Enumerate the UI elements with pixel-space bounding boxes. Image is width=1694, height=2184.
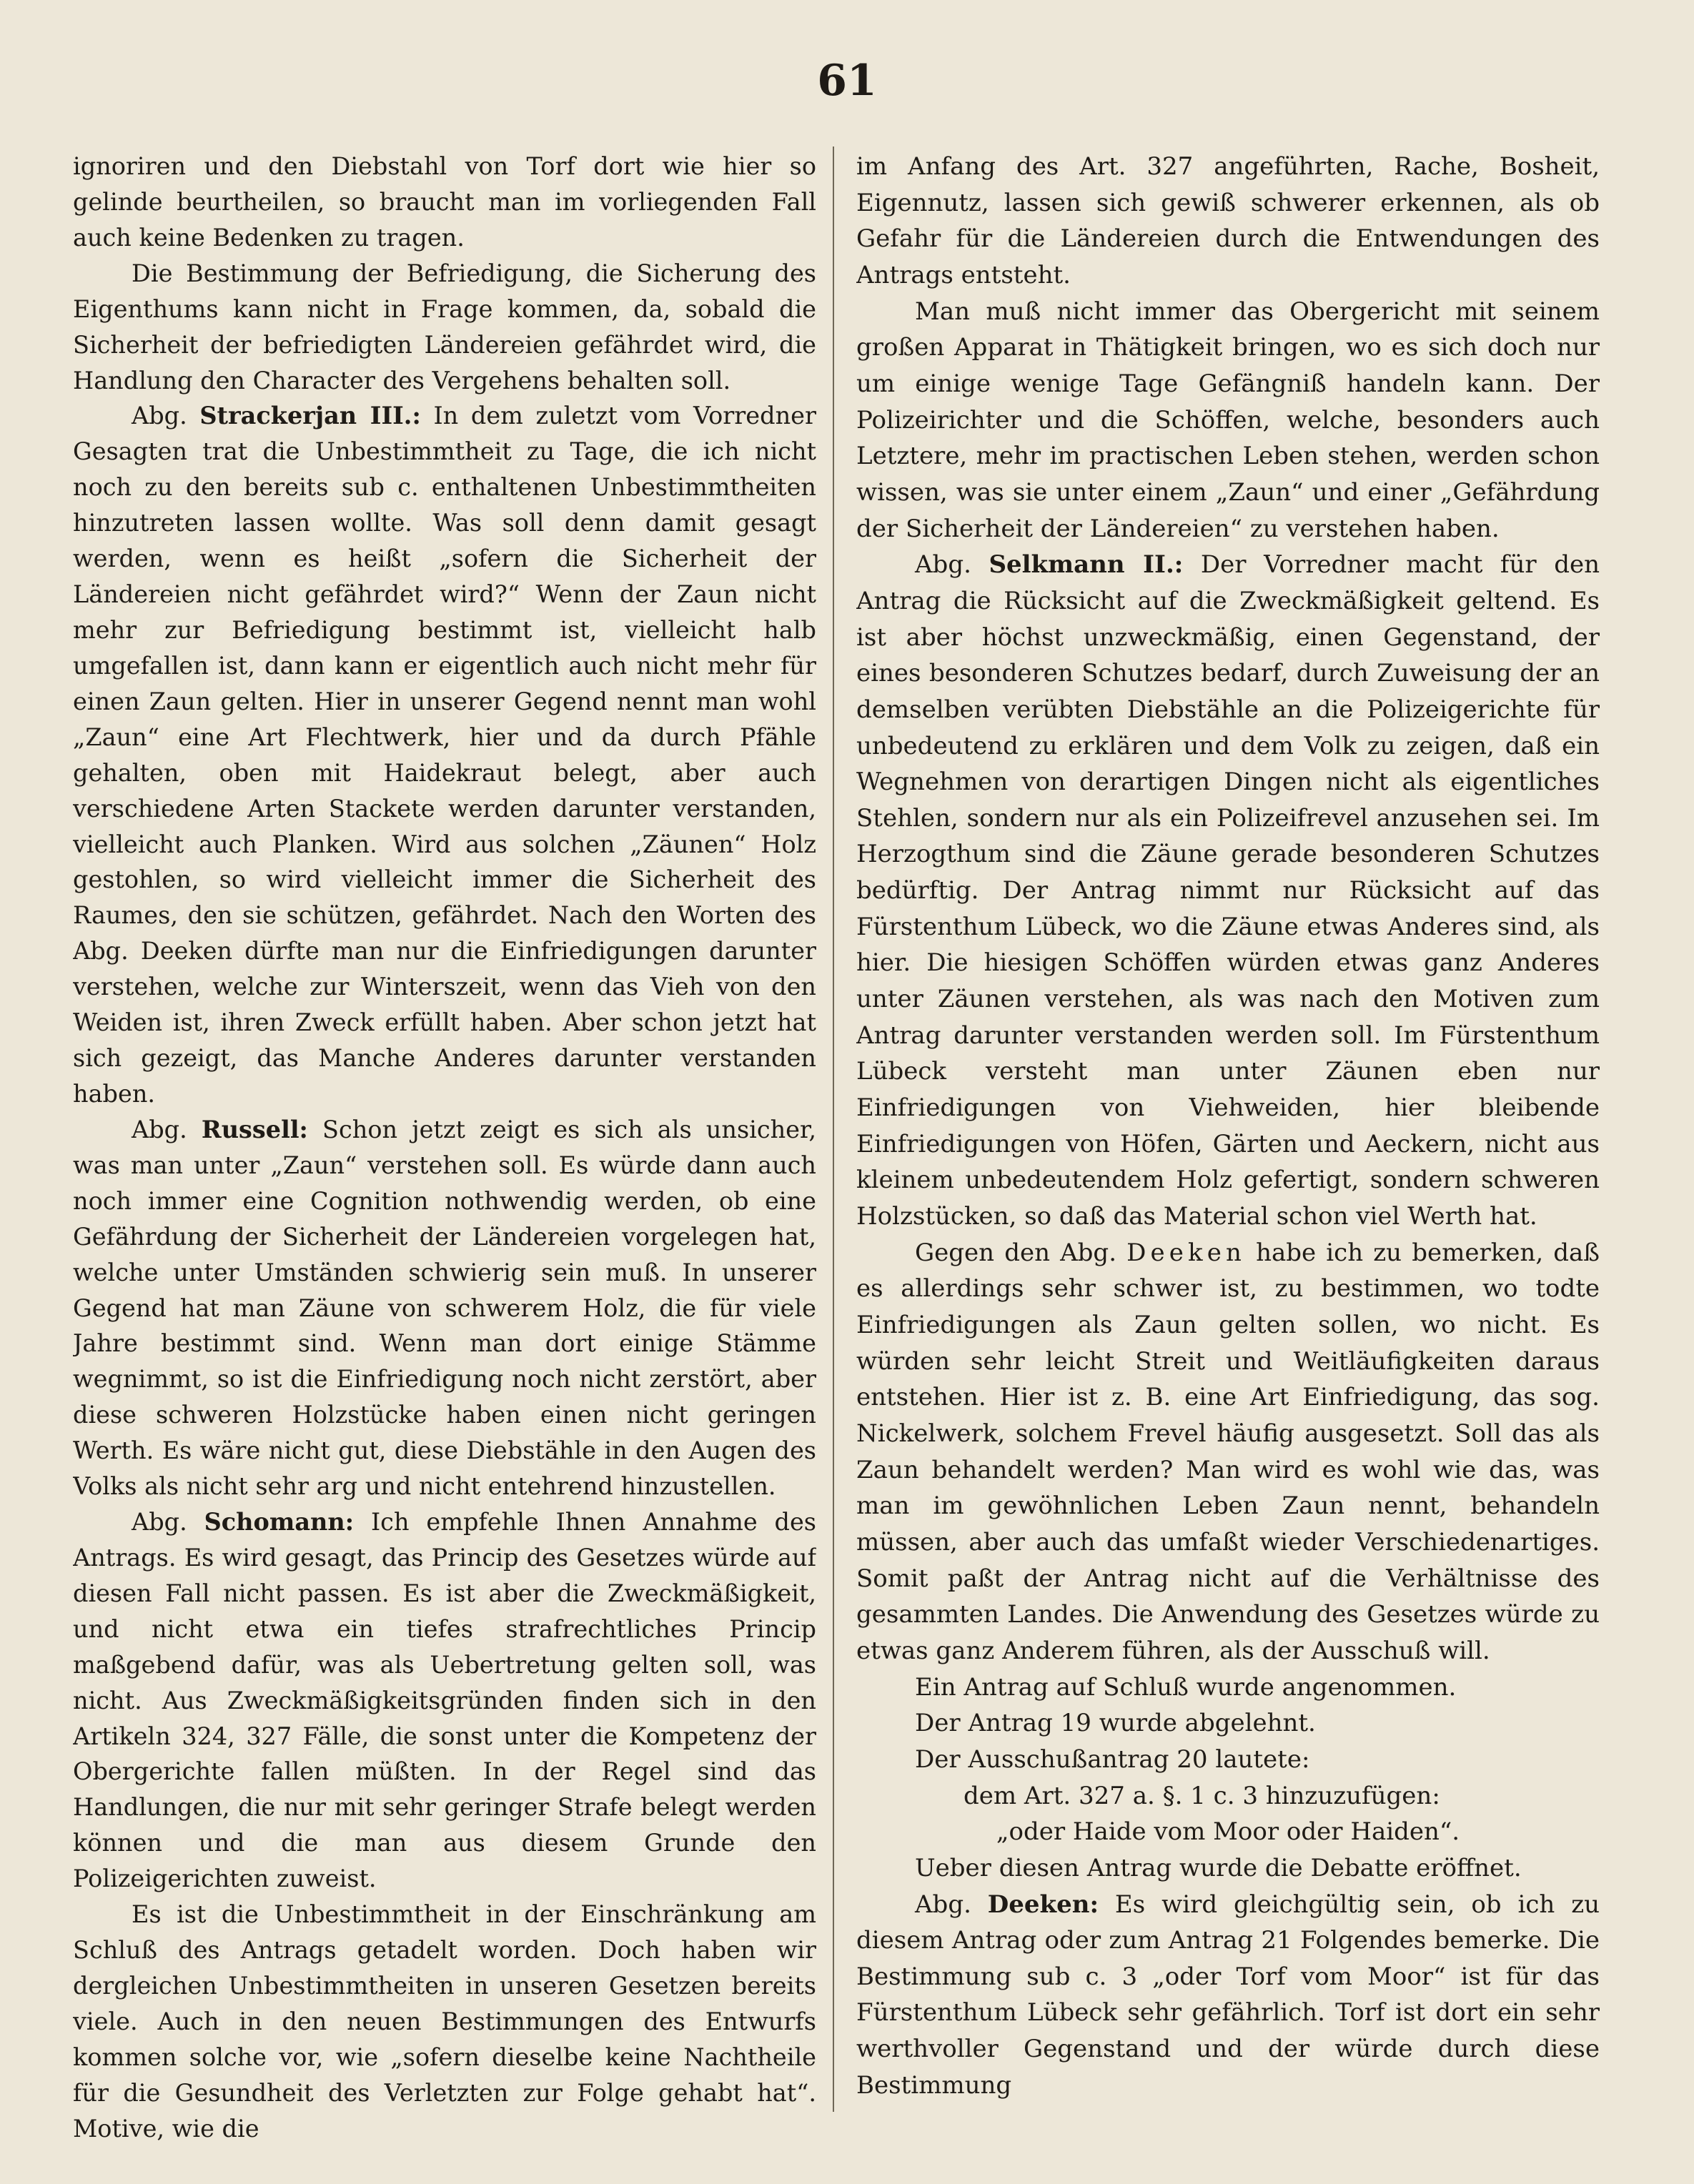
referenced-name: Deeken <box>1126 1238 1246 1267</box>
speech-prefix: Abg. <box>915 1890 971 1919</box>
speech-text: Es wird gleichgültig sein, ob ich zu diesem Antrag oder zum Antrag 21 Folgendes bemerke. Die Bestimmung sub c. 3 „oder Torf vom Moor“ ist für das Fürstenthum Lübeck sehr gefährlich. Torf ist dort ein sehr werthvoller Gegenstand und der würde durch diese Bestimmung <box>856 1890 1600 2100</box>
speech-text: In dem zuletzt vom Vorredner Gesagten trat die Unbestimmtheit zu Tage, die ich nicht noch zu den bereits sub c. enthaltenen Unbestimmtheiten hinzutreten lassen wollte. Was soll denn damit gesagt werden, wenn es heißt „sofern die Sicherheit der Ländereien nicht gefährdet wird?“ Wenn der Zaun nicht mehr zur Befriedigung bestimmt ist, vielleicht halb umgefallen ist, dann kann er eigentlich auch nicht mehr für einen Zaun gelten. Hier in unserer Gegend nennt man wohl „Zaun“ eine Art Flechtwerk, hier und da durch Pfähle gehalten, oben mit Haidekraut belegt, aber auch verschiedene Arten Stackete werden darunter verstanden, vielleicht auch Planken. Wird aus solchen „Zäunen“ Holz gestohlen, so wird vielleicht immer die Sicherheit des Raumes, den sie schützen, gefährdet. Nach den Worten des Abg. Deeken dürfte man nur die Einfriedigungen darunter verstehen, welche zur Winterszeit, wenn das Vieh von den Weiden ist, ihren Zweck erfüllt haben. Aber schon jetzt hat sich gezeigt, das Manche Anderes darunter verstanden haben. <box>73 402 816 1108</box>
right-column <box>856 149 1600 2150</box>
speaker-name: Schomann: <box>204 1508 355 1537</box>
speech-text: Schon jetzt zeigt es sich als unsicher, was man unter „Zaun“ verstehen soll. Es würde dann auch noch immer eine Cognition nothwendig werden, ob eine Gefährdung der Sicherheit der Ländereien vorgelegen hat, welche unter Umständen schwierig sein muß. In unserer Gegend hat man Zäune von schwerem Holz, die für viele Jahre bestimmt sind. Wenn man dort einige Stämme wegnimmt, so ist die Einfriedigung noch nicht zerstört, aber diese schweren Holzstücke haben einen nicht geringen Werth. Es wäre nicht gut, diese Diebstähle in den Augen des Volks als nicht sehr arg und nicht entehrend hinzustellen. <box>73 1115 816 1501</box>
speech-prefix: Abg. <box>132 1115 187 1143</box>
speech-paragraph <box>73 1112 816 1504</box>
speaker-name: Strackerjan III.: <box>199 402 421 430</box>
page-number: 61 <box>817 56 877 106</box>
quoted-line: „oder Haide vom Moor oder Haiden“. <box>996 1817 1460 1847</box>
paragraph <box>856 1235 1600 1669</box>
column-divider <box>833 147 834 2112</box>
paragraph-text: habe ich zu bemerken, daß es allerdings sehr schwer ist, zu bestimmen, wo todte Einfriedigungen als Zaun gelten sollen, wo nicht. Es würden sehr leicht Streit und Weitläufigkeiten daraus entstehen. Hier ist z. B. eine Art Einfriedigung, das sog. Nickelwerk, solchem Frevel häufig ausgesetzt. Soll das als Zaun behandelt werden? Man wird es wohl wie das, was man im gewöhnlichen Leben Zaun nennt, behandeln müssen, aber auch das umfaßt wieder Verschiedenartiges. Somit paßt der Antrag nicht auf die Verhältnisse des gesammten Landes. Die Anwendung des Gesetzes würde zu etwas ganz Anderem führen, als der Ausschuß will. <box>856 1238 1600 1665</box>
speech-prefix: Abg. <box>915 550 971 580</box>
left-column <box>73 149 816 2150</box>
paragraph-lead: Gegen den Abg. <box>915 1238 1116 1267</box>
paragraph: Ein Antrag auf Schluß wurde angenommen. <box>915 1672 1457 1702</box>
paragraph: ignoriren und den Diebstahl von Torf dort wie hier so gelinde beurtheilen, so braucht man im vorliegenden Fall auch keine Bedenken zu tragen. <box>73 152 816 252</box>
speech-paragraph <box>73 1504 816 1897</box>
speech-paragraph <box>856 547 1600 1234</box>
paragraph: Der Antrag 19 wurde abgelehnt. <box>915 1709 1316 1738</box>
speaker-name: Deeken: <box>987 1890 1099 1919</box>
speech-text: Der Vorredner macht für den Antrag die Rücksicht auf die Zweckmäßigkeit geltend. Es ist aber höchst unzweckmäßig, einen Gegenstand, der eines besonderen Schutzes bedarf, durch Zuweisung der an demselben verübten Diebstähle an die Polizeigerichte für unbedeutend zu erklären und dem Volk zu zeigen, daß ein Wegnehmen von derartigen Dingen nicht als eigentliches Stehlen, sondern nur als ein Polizeifrevel anzusehen sei. Im Herzogthum sind die Zäune gerade besonderen Schutzes bedürftig. Der Antrag nimmt nur Rücksicht auf das Fürstenthum Lübeck, wo die Zäune etwas Anderes sind, als hier. Die hiesigen Schöffen würden etwas ganz Anderes unter Zäunen verstehen, als was nach den Motiven zum Antrag darunter verstanden werden soll. Im Fürstenthum Lübeck versteht man unter Zäunen eben nur Einfriedigungen von Viehweiden, hier bleibende Einfriedigungen von Höfen, Gärten und Aeckern, nicht aus kleinem unbedeutendem Holz gefertigt, sondern schweren Holzstücken, so daß das Material schon viel Werth hat. <box>856 550 1600 1231</box>
speech-paragraph <box>856 1887 1600 2104</box>
paragraph: im Anfang des Art. 327 angeführten, Rache, Bosheit, Eigennutz, lassen sich gewiß schwerer erkennen, als ob Gefahr für die Ländereien durch die Entwendungen des Antrags entsteht. <box>856 152 1600 289</box>
quoted-line: dem Art. 327 a. §. 1 c. 3 hinzuzufügen: <box>964 1781 1440 1810</box>
speech-text: Ich empfehle Ihnen Annahme des Antrags. Es wird gesagt, das Princip des Gesetzes würde auf diesen Fall nicht passen. Es ist aber die Zweckmäßigkeit, und nicht etwa ein tiefes strafrechtliches Princip maßgebend dafür, was als Uebertretung gelten soll, was nicht. Aus Zweckmäßigkeitsgründen finden sich in den Artikeln 324, 327 Fälle, die sonst unter die Kompetenz der Obergerichte fallen müßten. In der Regel sind das Handlungen, die nur mit sehr geringer Strafe belegt werden können und die man aus diesem Grunde den Polizeigerichten zuweist. <box>73 1508 816 1893</box>
speech-paragraph <box>73 398 816 1111</box>
speaker-name: Russell: <box>201 1115 308 1143</box>
paragraph: Der Ausschußantrag 20 lautete: <box>915 1744 1310 1774</box>
paragraph: Die Bestimmung der Befriedigung, die Sicherung des Eigenthums kann nicht in Frage kommen, da, sobald die Sicherheit der befriedigten Ländereien gefährdet wird, die Handlung den Character des Vergehens behalten soll. <box>73 259 816 394</box>
paragraph: Man muß nicht immer das Obergericht mit seinem großen Apparat in Thätigkeit bringen, wo es sich doch nur um einige wenige Tage Gefängniß handeln kann. Der Polizeirichter und die Schöffen, welche, besonders auch Letztere, mehr im practischen Leben stehen, werden schon wissen, was sie unter einem „Zaun“ und einer „Gefährdung der Sicherheit der Ländereien“ zu verstehen haben. <box>856 297 1600 543</box>
speech-prefix: Abg. <box>132 1508 187 1537</box>
paragraph: Es ist die Unbestimmtheit in der Einschränkung am Schluß des Antrags getadelt worden. Doch haben wir dergleichen Unbestimmtheiten in unseren Gesetzen bereits viele. Auch in den neuen Bestimmungen des Entwurfs kommen solche vor, wie „sofern dieselbe keine Nachtheile für die Gesundheit des Verletzten zur Folge gehabt hat“. Motive, wie die <box>73 1900 816 2143</box>
speaker-name: Selkmann II.: <box>989 550 1184 580</box>
paragraph: Ueber diesen Antrag wurde die Debatte eröffnet. <box>915 1853 1522 1882</box>
speech-prefix: Abg. <box>132 402 187 430</box>
